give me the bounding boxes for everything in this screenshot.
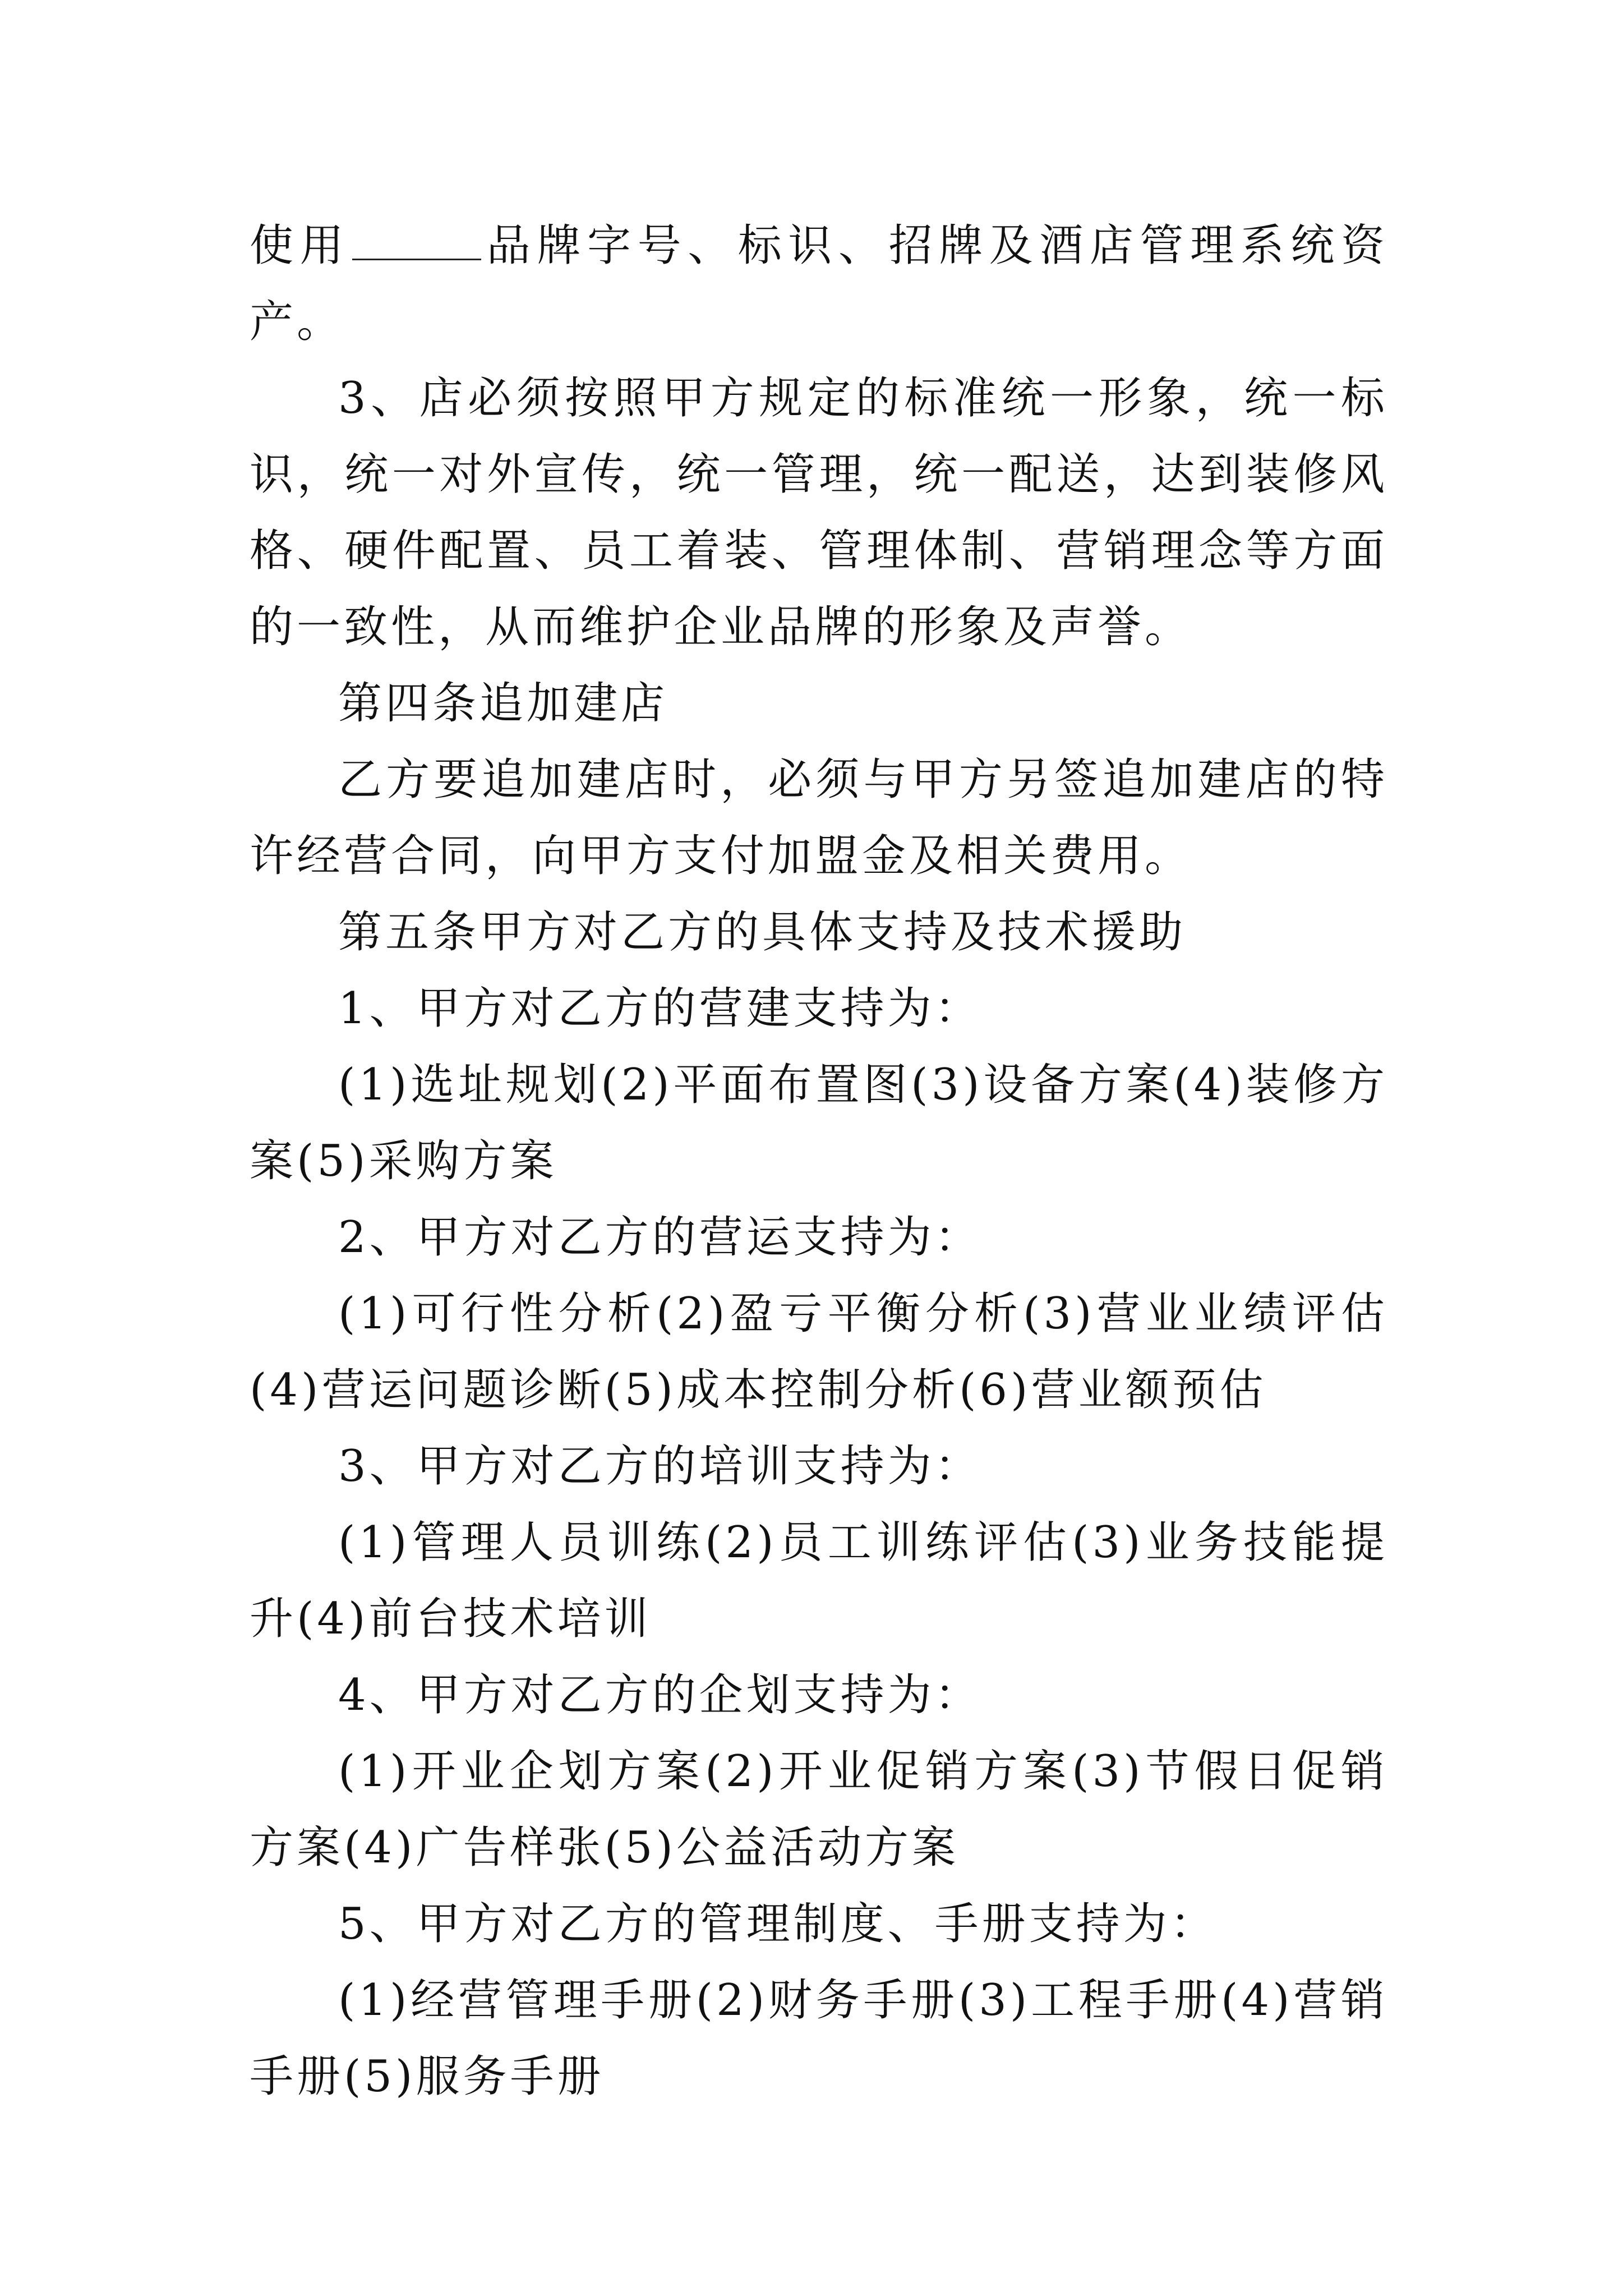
list-operation-support: (1)可行性分析(2)盈亏平衡分析(3)营业业绩评估(4)营运问题诊断(5)成本控制分析(6)营业额预估	[250, 1289, 1388, 1415]
paragraph-text: 品牌字号、标识、招牌及酒店管理系统资产。	[250, 220, 1388, 347]
paragraph-additional-store: 乙方要追加建店时，必须与甲方另签追加建店的特许经营合同，向甲方支付加盟金及相关费用。	[250, 754, 1388, 881]
item-training-support: 3、甲方对乙方的培训支持为：	[338, 1441, 982, 1492]
fill-in-blank	[352, 224, 481, 260]
paragraph-clause-3-unified-image: 3、店必须按照甲方规定的标准统一形象，统一标识，统一对外宣传，统一管理，统一配送，达到装修风格、硬件配置、员工着装、管理体制、营销理念等方面的一致性，从而维护企业品牌的形象及声誉。	[250, 373, 1388, 652]
item-planning-support: 4、甲方对乙方的企划支持为：	[338, 1670, 982, 1720]
item-operation-support: 2、甲方对乙方的营运支持为：	[338, 1212, 982, 1263]
list-training-support: (1)管理人员训练(2)员工训练评估(3)业务技能提升(4)前台技术培训	[250, 1517, 1388, 1644]
heading-article-4: 第四条追加建店	[338, 678, 668, 729]
list-manual-support: (1)经营管理手册(2)财务手册(3)工程手册(4)营销手册(5)服务手册	[250, 1975, 1388, 2102]
item-manual-support: 5、甲方对乙方的管理制度、手册支持为：	[338, 1899, 1218, 1949]
item-construction-support: 1、甲方对乙方的营建支持为：	[338, 983, 982, 1034]
heading-article-5: 第五条甲方对乙方的具体支持及技术援助	[338, 907, 1187, 958]
list-planning-support: (1)开业企划方案(2)开业促销方案(3)节假日促销方案(4)广告样张(5)公益活动方案	[250, 1746, 1388, 1873]
paragraph-text: 使用	[250, 220, 351, 271]
paragraph-brand-usage	[250, 208, 1388, 360]
list-construction-support: (1)选址规划(2)平面布置图(3)设备方案(4)装修方案(5)采购方案	[250, 1060, 1388, 1186]
document-body	[250, 208, 1388, 2115]
